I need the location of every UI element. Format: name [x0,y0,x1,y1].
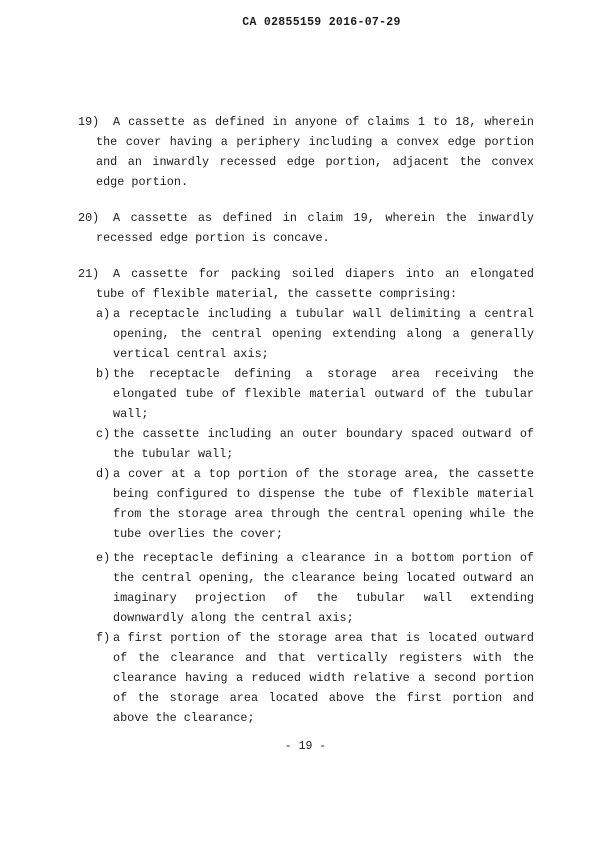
claim-text: A cassette as defined in anyone of claims 1 to 18, wherein the cover having a periphery including a convex edge portion and an inwardly recessed edge portion, adjacent the convex edge portion. [96,115,534,189]
subitem-letter: a) [96,307,111,321]
document-header: CA 02855159 2016-07-29 [242,16,401,29]
subitem-text: a first portion of the storage area that is located outward of the clearance and that vertically registers with the clearance having a reduced width relative a second portion of the storage area located above the first portion and above the clearance; [113,631,534,725]
claim-subitem-a [96,304,534,364]
claim-text: A cassette for packing soiled diapers into an elongated tube of flexible material, the cassette comprising: [96,267,534,301]
claim-subitem-b [96,364,534,424]
subitem-text: the cassette including an outer boundary spaced outward of the tubular wall; [113,427,534,461]
claim-subitem-d [96,464,534,544]
subitem-letter: c) [96,427,111,441]
claim-subitem-c [96,424,534,464]
claim-20 [78,208,534,248]
claim-number: 21) [78,267,100,281]
claim-subitem-f [96,628,534,728]
claim-subitem-e [96,548,534,628]
subitem-letter: e) [96,551,111,565]
subitem-letter: d) [96,467,111,481]
subitem-text: the receptacle defining a clearance in a bottom portion of the central opening, the clearance being located outward an imaginary projection of the tubular wall extending downwardly along the central axis; [113,551,534,625]
subitem-text: a receptacle including a tubular wall delimiting a central opening, the central opening extending along a generally vertical central axis; [113,307,534,361]
page-number: - 19 - [284,740,327,753]
subitem-text: a cover at a top portion of the storage area, the cassette being configured to dispense the tube of flexible material from the storage area through the central opening while the tube overlies the cover; [113,467,534,541]
claim-number: 19) [78,115,100,129]
claim-text: A cassette as defined in claim 19, wherein the inwardly recessed edge portion is concave. [96,211,534,245]
subitem-text: the receptacle defining a storage area receiving the elongated tube of flexible material outward of the tubular wall; [113,367,534,421]
claim-21 [78,264,534,728]
claim-number: 20) [78,211,100,225]
subitem-letter: f) [96,631,111,645]
claims-section [78,112,534,728]
subitem-letter: b) [96,367,111,381]
claim-19 [78,112,534,192]
